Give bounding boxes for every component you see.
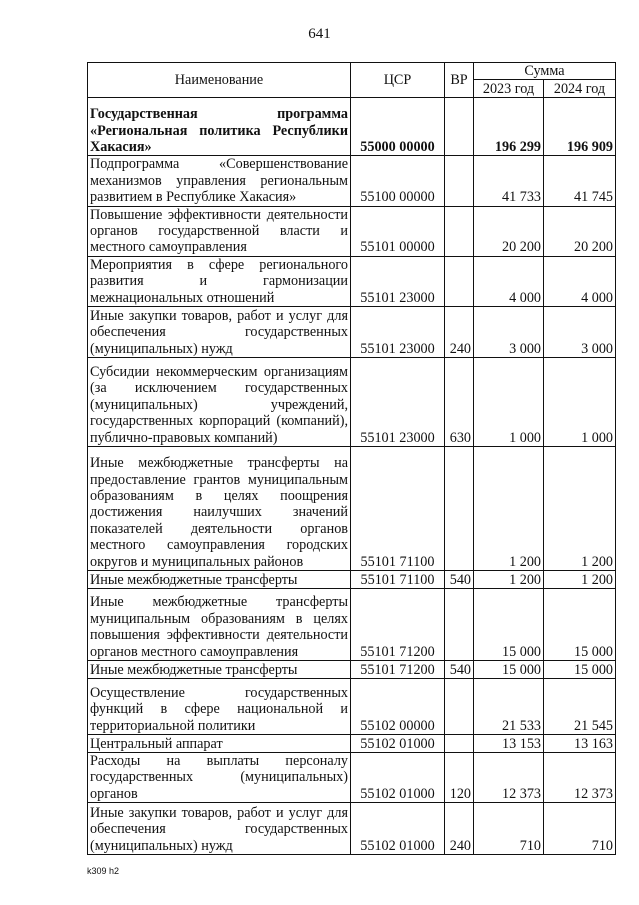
row-vr bbox=[445, 256, 474, 306]
row-sum-2023: 15 000 bbox=[474, 661, 544, 679]
row-name: Иные межбюджетные трансферты bbox=[88, 661, 351, 679]
table-row bbox=[88, 98, 616, 156]
table-row bbox=[88, 753, 616, 803]
row-vr: 540 bbox=[445, 571, 474, 589]
row-sum-2024: 20 200 bbox=[544, 206, 616, 256]
table-row bbox=[88, 589, 616, 661]
table-row bbox=[88, 735, 616, 753]
table-header bbox=[88, 63, 616, 98]
row-csr: 55101 71200 bbox=[351, 661, 445, 679]
row-sum-2023: 41 733 bbox=[474, 156, 544, 206]
row-csr: 55101 23000 bbox=[351, 256, 445, 306]
table-row bbox=[88, 156, 616, 206]
row-csr: 55000 00000 bbox=[351, 98, 445, 156]
row-csr: 55102 01000 bbox=[351, 803, 445, 855]
header-sum: Сумма bbox=[474, 63, 616, 80]
table-row bbox=[88, 679, 616, 735]
budget-table bbox=[87, 62, 616, 855]
table-row bbox=[88, 571, 616, 589]
row-sum-2024: 1 000 bbox=[544, 358, 616, 447]
row-name: Иные закупки товаров, работ и услуг для обеспечения государственных (муниципальных) нужд bbox=[88, 803, 351, 855]
table-row bbox=[88, 358, 616, 447]
row-csr: 55102 01000 bbox=[351, 735, 445, 753]
row-vr bbox=[445, 735, 474, 753]
row-name: Иные межбюджетные трансферты на предоставление грантов муниципальным образованиям в целях поощрения достижения наилучших значений показателей деятельности органов местного самоуправления городских округов и муниципальных районов bbox=[88, 447, 351, 571]
row-name: Субсидии некоммерческим организациям (за исключением государственных (муниципальных) учреждений, государственных корпораций (компаний), публично-правовых компаний) bbox=[88, 358, 351, 447]
row-vr bbox=[445, 589, 474, 661]
row-csr: 55100 00000 bbox=[351, 156, 445, 206]
row-sum-2023: 1 200 bbox=[474, 447, 544, 571]
row-vr: 540 bbox=[445, 661, 474, 679]
row-name: Расходы на выплаты персоналу государственных (муниципальных) органов bbox=[88, 753, 351, 803]
row-vr: 240 bbox=[445, 803, 474, 855]
row-sum-2024: 710 bbox=[544, 803, 616, 855]
row-name: Осуществление государственных функций в сфере национальной и территориальной политики bbox=[88, 679, 351, 735]
footer-code: k309 h2 bbox=[87, 866, 120, 876]
row-sum-2023: 710 bbox=[474, 803, 544, 855]
row-csr: 55101 71200 bbox=[351, 589, 445, 661]
row-sum-2023: 1 200 bbox=[474, 571, 544, 589]
row-sum-2023: 20 200 bbox=[474, 206, 544, 256]
row-sum-2023: 15 000 bbox=[474, 589, 544, 661]
table-row bbox=[88, 307, 616, 358]
row-sum-2024: 3 000 bbox=[544, 307, 616, 358]
table-row bbox=[88, 206, 616, 256]
row-name: Центральный аппарат bbox=[88, 735, 351, 753]
row-vr bbox=[445, 98, 474, 156]
row-name: Государственная программа «Региональная политика Республики Хакасия» bbox=[88, 98, 351, 156]
row-name: Мероприятия в сфере регионального развития и гармонизации межнациональных отношений bbox=[88, 256, 351, 306]
header-year-2024: 2024 год bbox=[544, 80, 616, 98]
row-sum-2024: 196 909 bbox=[544, 98, 616, 156]
table-row bbox=[88, 447, 616, 571]
header-year-2023: 2023 год bbox=[474, 80, 544, 98]
row-sum-2024: 1 200 bbox=[544, 571, 616, 589]
row-sum-2024: 12 373 bbox=[544, 753, 616, 803]
page-number: 641 bbox=[308, 26, 331, 42]
row-vr bbox=[445, 156, 474, 206]
row-sum-2024: 1 200 bbox=[544, 447, 616, 571]
row-vr bbox=[445, 206, 474, 256]
table-row bbox=[88, 661, 616, 679]
row-sum-2023: 12 373 bbox=[474, 753, 544, 803]
row-sum-2024: 41 745 bbox=[544, 156, 616, 206]
row-sum-2024: 21 545 bbox=[544, 679, 616, 735]
row-name: Повышение эффективности деятельности органов государственной власти и местного самоуправления bbox=[88, 206, 351, 256]
table-body bbox=[88, 98, 616, 855]
header-vr: ВР bbox=[445, 63, 474, 98]
row-sum-2023: 3 000 bbox=[474, 307, 544, 358]
row-sum-2023: 4 000 bbox=[474, 256, 544, 306]
header-csr: ЦСР bbox=[351, 63, 445, 98]
row-vr: 240 bbox=[445, 307, 474, 358]
row-sum-2024: 4 000 bbox=[544, 256, 616, 306]
row-vr: 120 bbox=[445, 753, 474, 803]
row-csr: 55101 71100 bbox=[351, 447, 445, 571]
row-sum-2023: 196 299 bbox=[474, 98, 544, 156]
row-csr: 55101 23000 bbox=[351, 358, 445, 447]
row-sum-2024: 15 000 bbox=[544, 661, 616, 679]
row-sum-2024: 13 163 bbox=[544, 735, 616, 753]
row-sum-2023: 13 153 bbox=[474, 735, 544, 753]
row-sum-2023: 1 000 bbox=[474, 358, 544, 447]
header-name: Наименование bbox=[88, 63, 351, 98]
row-csr: 55101 71100 bbox=[351, 571, 445, 589]
row-name: Иные закупки товаров, работ и услуг для обеспечения государственных (муниципальных) нужд bbox=[88, 307, 351, 358]
row-sum-2023: 21 533 bbox=[474, 679, 544, 735]
table-row bbox=[88, 803, 616, 855]
row-sum-2024: 15 000 bbox=[544, 589, 616, 661]
row-vr bbox=[445, 679, 474, 735]
table-row bbox=[88, 256, 616, 306]
row-csr: 55101 23000 bbox=[351, 307, 445, 358]
row-csr: 55102 00000 bbox=[351, 679, 445, 735]
row-csr: 55102 01000 bbox=[351, 753, 445, 803]
row-name: Иные межбюджетные трансферты муниципальным образованиям в целях повышения эффективности деятельности органов местного самоуправления bbox=[88, 589, 351, 661]
row-vr bbox=[445, 447, 474, 571]
row-name: Подпрограмма «Совершенствование механизмов управления региональным развитием в Республике Хакасия» bbox=[88, 156, 351, 206]
row-vr: 630 bbox=[445, 358, 474, 447]
row-csr: 55101 00000 bbox=[351, 206, 445, 256]
row-name: Иные межбюджетные трансферты bbox=[88, 571, 351, 589]
